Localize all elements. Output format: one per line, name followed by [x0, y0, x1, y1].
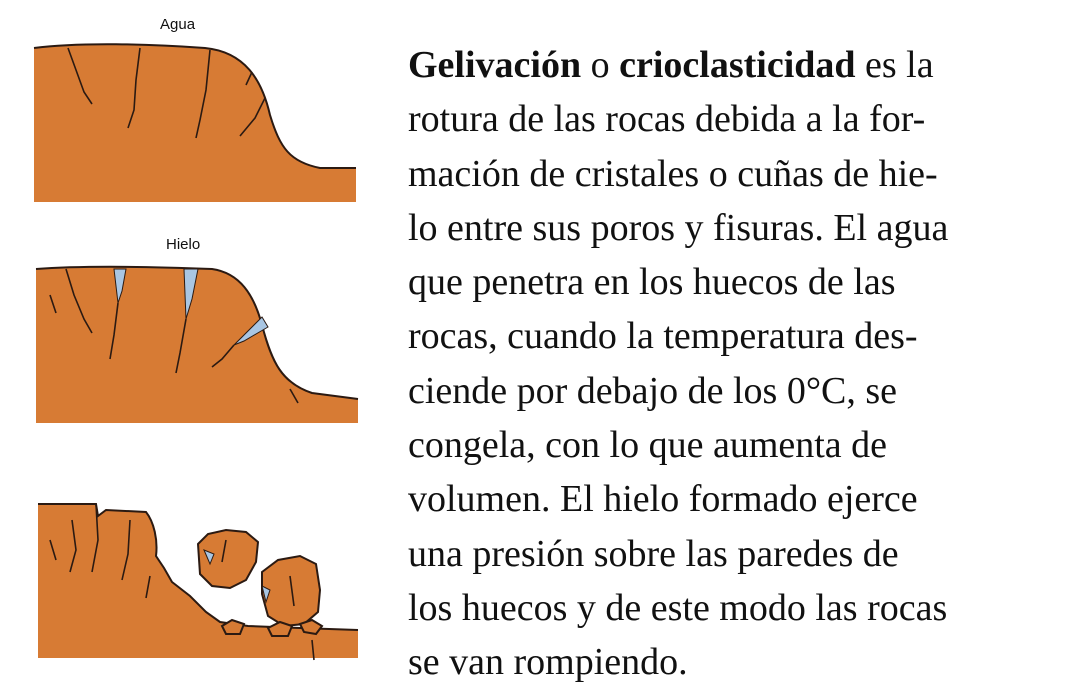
- term-gelivacion: Gelivación: [408, 44, 582, 86]
- rock-fragment: [300, 620, 322, 634]
- line-1-rest: es la: [855, 44, 934, 86]
- text-line: que penetra en los huecos de las: [408, 261, 896, 304]
- rock-mass: [36, 267, 358, 423]
- text-line-1: [408, 38, 1048, 92]
- term-crioclasticidad: crioclasticidad: [619, 44, 856, 86]
- text-line: lo entre sus poros y fisuras. El agua: [408, 206, 949, 249]
- text-line: mación de cristales o cuñas de hie-: [408, 152, 938, 195]
- diagram-hielo: [0, 255, 370, 435]
- rock-block: [198, 530, 258, 588]
- diagram-fragmentacion: [0, 480, 370, 665]
- text-line: congela, con lo que aumenta de: [408, 424, 888, 467]
- text-line: rotura de las rocas debida a la for-: [408, 98, 926, 141]
- text-line: una presión sobre las paredes de: [408, 532, 899, 575]
- text-line: los huecos y de este modo las rocas: [408, 586, 948, 629]
- diagram-agua: [0, 30, 370, 210]
- description-paragraph: [408, 38, 1048, 690]
- connector: o: [581, 44, 620, 86]
- rock-block: [262, 556, 320, 626]
- rock-fragment: [268, 622, 292, 636]
- text-line: rocas, cuando la temperatura des-: [408, 315, 918, 358]
- text-line: volumen. El hielo formado ejerce: [408, 478, 918, 521]
- label-agua: Agua: [160, 16, 196, 33]
- text-line: ciende por debajo de los 0°C, se: [408, 369, 898, 412]
- label-hielo: Hielo: [166, 236, 201, 253]
- rock-mass: [34, 44, 356, 202]
- text-line: se van rompiendo.: [408, 641, 688, 684]
